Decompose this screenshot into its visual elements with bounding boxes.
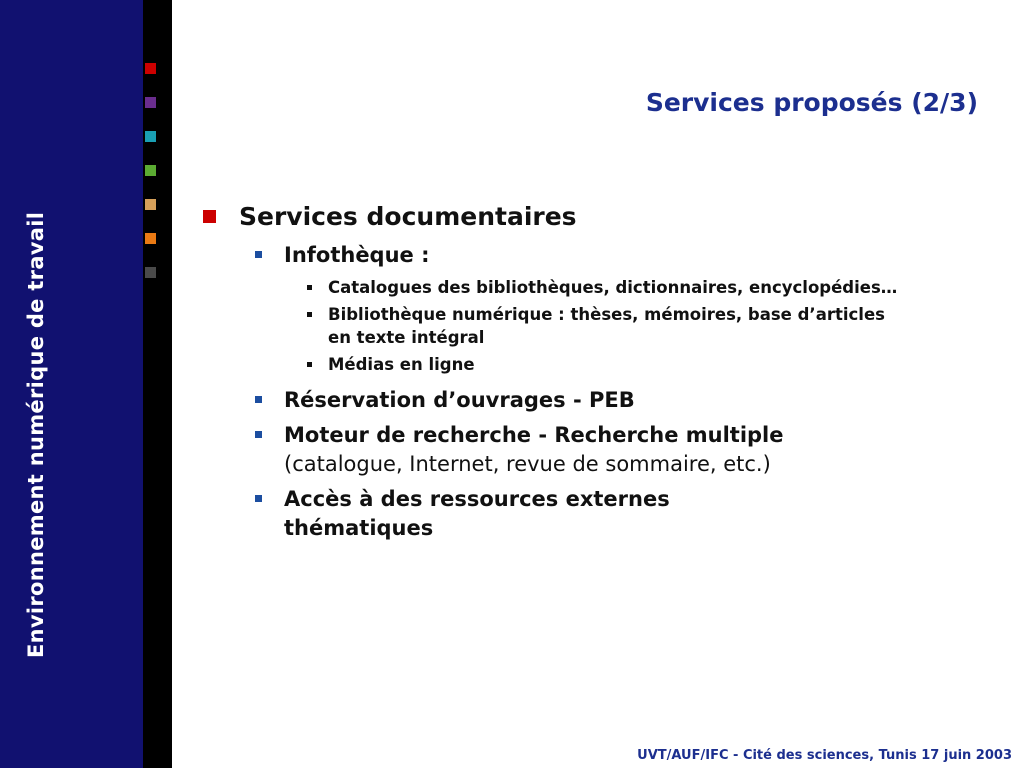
- list-item-acces: [200, 485, 804, 543]
- sidebar-title: Environnement numérique de travail: [24, 211, 48, 658]
- swatch-gray: [145, 267, 156, 278]
- list-item-text: Infothèque :: [284, 243, 430, 267]
- sublist-item-bibliotheque: [200, 303, 900, 349]
- square-bullet-icon: [255, 251, 262, 258]
- sublist-item-text: Médias en ligne: [328, 355, 475, 374]
- list-item-text: Réservation d’ouvrages - PEB: [284, 388, 635, 412]
- swatch-teal: [145, 131, 156, 142]
- square-bullet-icon: [307, 362, 312, 367]
- swatch-red: [145, 63, 156, 74]
- footer: UVT/AUF/IFC - Cité des sciences, Tunis 17 juin 2003: [637, 748, 1012, 763]
- sublist-item-catalogues: [200, 276, 900, 299]
- sublist-item-text: Bibliothèque numérique : thèses, mémoires, base d’articles en texte intégral: [328, 305, 885, 347]
- square-bullet-icon: [307, 312, 312, 317]
- slide-content: [200, 200, 900, 543]
- square-bullet-icon: [255, 495, 262, 502]
- swatch-tan: [145, 199, 156, 210]
- list-item-text: Accès à des ressources externes thématiques: [284, 487, 670, 540]
- list-item-infotheque: [200, 241, 900, 270]
- sublist-item-medias: [200, 353, 900, 376]
- sublist-item-text: Catalogues des bibliothèques, dictionnaires, encyclopédies…: [328, 278, 898, 297]
- square-bullet-icon: [307, 285, 312, 290]
- square-bullet-icon: [255, 396, 262, 403]
- swatch-green: [145, 165, 156, 176]
- section-heading-text: Services documentaires: [239, 202, 577, 231]
- list-item-moteur: [200, 421, 900, 479]
- swatch-purple: [145, 97, 156, 108]
- list-item-detail: (catalogue, Internet, revue de sommaire, etc.): [284, 452, 771, 476]
- decorative-band: [143, 0, 172, 768]
- sidebar: [0, 0, 143, 768]
- swatch-orange: [145, 233, 156, 244]
- square-bullet-icon: [203, 210, 216, 223]
- list-item-text: Moteur de recherche - Recherche multiple: [284, 423, 784, 447]
- slide-title: Services proposés (2/3): [645, 88, 978, 117]
- section-heading: [200, 200, 900, 233]
- square-bullet-icon: [255, 431, 262, 438]
- list-item-reservation: [200, 386, 900, 415]
